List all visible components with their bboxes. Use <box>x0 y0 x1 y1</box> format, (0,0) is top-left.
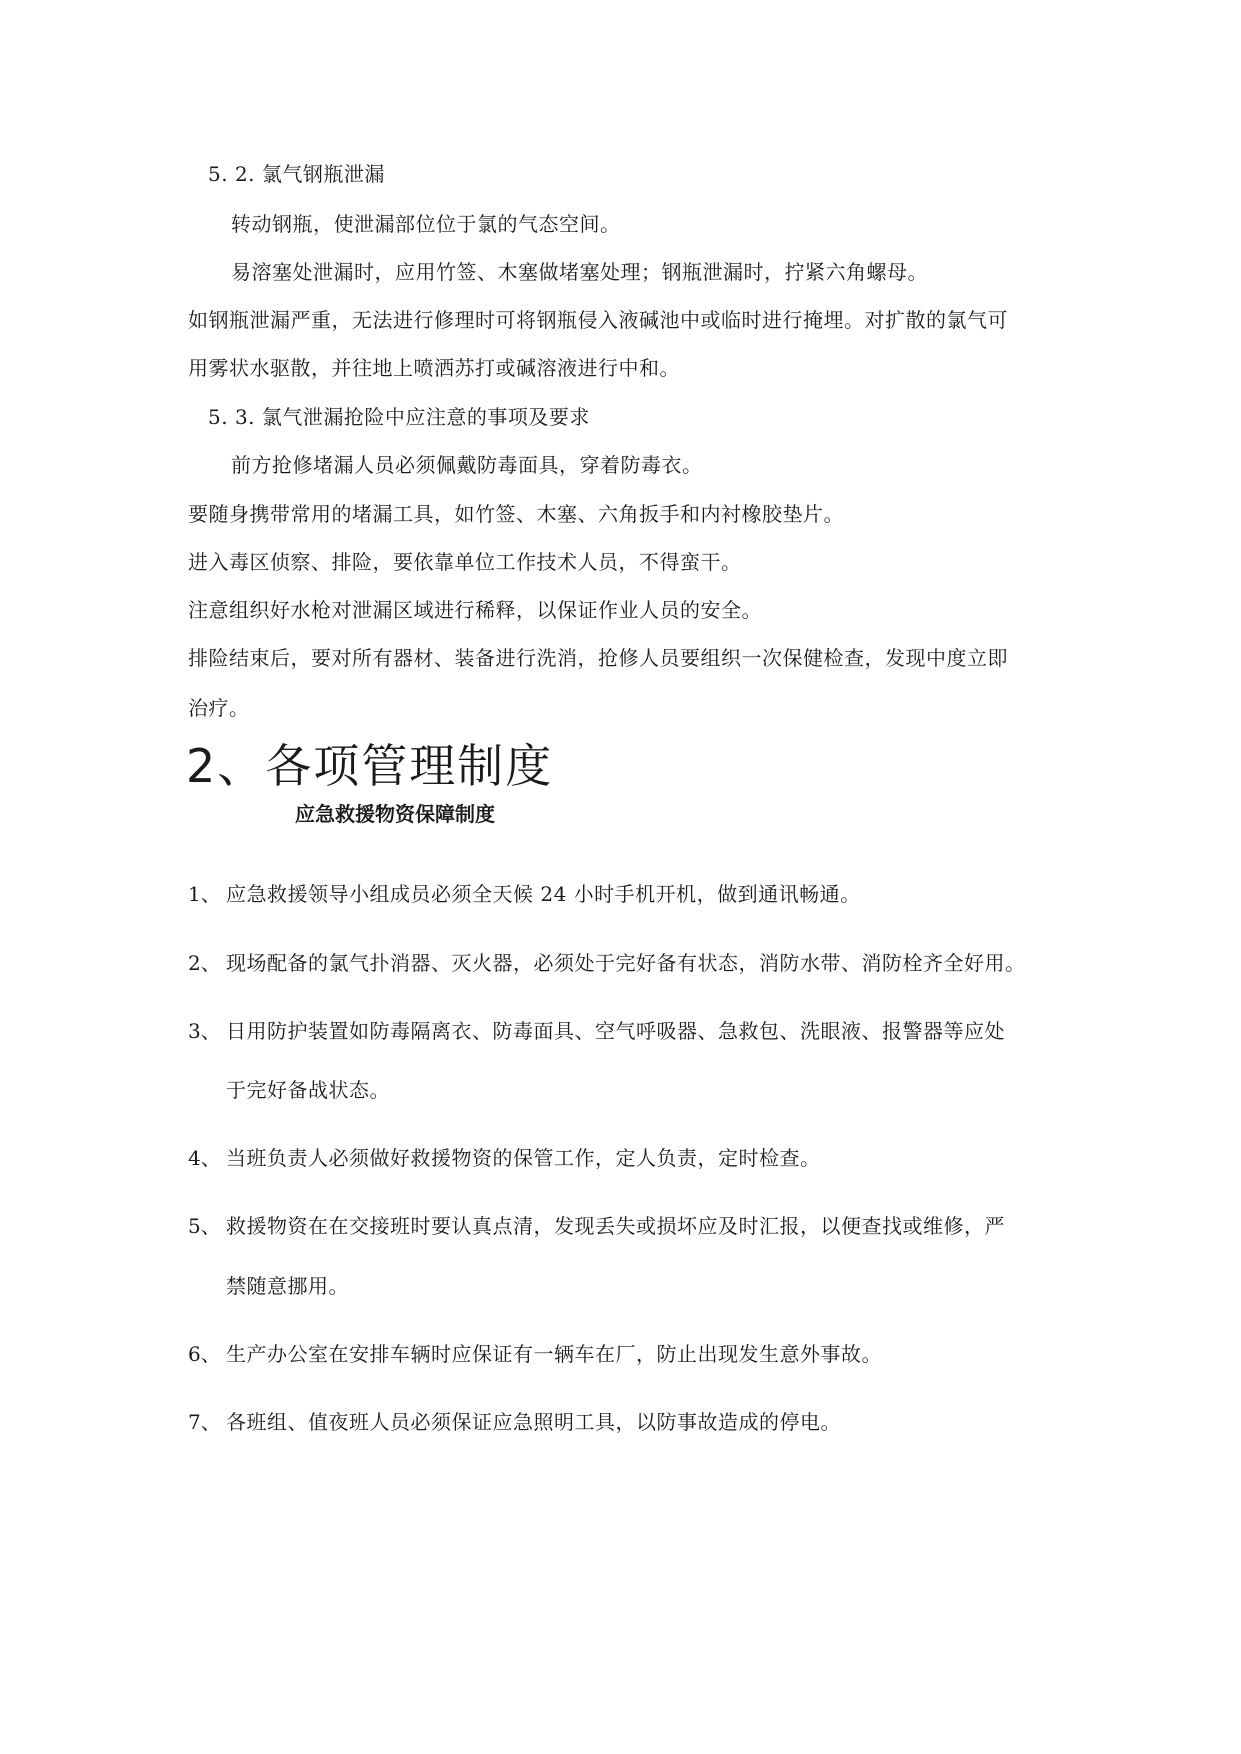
list-item: 生产办公室在安排车辆时应保证有一辆车在厂，防止出现发生意外事故。 <box>226 1342 882 1366</box>
section-title-5-2: 5. 2. 氯气钢瓶泄漏 <box>208 162 385 186</box>
list-item: 应急救援领导小组成员必须全天候 24 小时手机开机，做到通讯畅通。 <box>226 882 861 906</box>
paragraph: 治疗。 <box>188 696 250 720</box>
paragraph: 注意组织好水枪对泄漏区域进行稀释，以保证作业人员的安全。 <box>188 598 762 622</box>
list-number: 2、 <box>188 951 221 975</box>
list-item: 当班负责人必须做好救援物资的保管工作，定人负责，定时检查。 <box>226 1146 821 1170</box>
paragraph: 易溶塞处泄漏时，应用竹签、木塞做堵塞处理；钢瓶泄漏时，拧紧六角螺母。 <box>231 260 928 284</box>
paragraph: 进入毒区侦察、排险，要依靠单位工作技术人员，不得蛮干。 <box>188 550 742 574</box>
paragraph: 转动钢瓶，使泄漏部位位于氯的气态空间。 <box>231 212 621 236</box>
paragraph: 要随身携带常用的堵漏工具，如竹签、木塞、六角扳手和内衬橡胶垫片。 <box>188 502 844 526</box>
section-title-5-3: 5. 3. 氯气泄漏抢险中应注意的事项及要求 <box>208 405 590 429</box>
paragraph: 用雾状水驱散，并往地上喷洒苏打或碱溶液进行中和。 <box>188 356 680 380</box>
paragraph: 如钢瓶泄漏严重，无法进行修理时可将钢瓶侵入液碱池中或临时进行掩埋。对扩散的氯气可 <box>188 308 1008 332</box>
subheading: 应急救援物资保障制度 <box>295 802 495 826</box>
list-number: 5、 <box>188 1214 221 1238</box>
list-item: 各班组、值夜班人员必须保证应急照明工具，以防事故造成的停电。 <box>226 1410 841 1434</box>
list-number: 4、 <box>188 1146 221 1170</box>
paragraph: 排险结束后，要对所有器材、装备进行洗消，抢修人员要组织一次保健检查，发现中度立即 <box>188 646 1008 670</box>
list-item: 救援物资在在交接班时要认真点清，发现丢失或损坏应及时汇报，以便查找或维修，严 <box>226 1214 1005 1238</box>
list-item-continuation: 于完好备战状态。 <box>226 1078 390 1102</box>
list-item-continuation: 禁随意挪用。 <box>226 1274 349 1298</box>
list-number: 6、 <box>188 1342 221 1366</box>
paragraph: 前方抢修堵漏人员必须佩戴防毒面具，穿着防毒衣。 <box>231 453 703 477</box>
list-number: 1、 <box>188 882 221 906</box>
list-number: 3、 <box>188 1019 221 1043</box>
list-number: 7、 <box>188 1410 221 1434</box>
list-item: 现场配备的氯气扑消器、灭火器，必须处于完好备有状态，消防水带、消防栓齐全好用。 <box>226 951 1026 975</box>
list-item: 日用防护装置如防毒隔离衣、防毒面具、空气呼吸器、急救包、洗眼液、报警器等应处 <box>226 1019 1005 1043</box>
page-heading: 2、各项管理制度 <box>186 739 554 793</box>
